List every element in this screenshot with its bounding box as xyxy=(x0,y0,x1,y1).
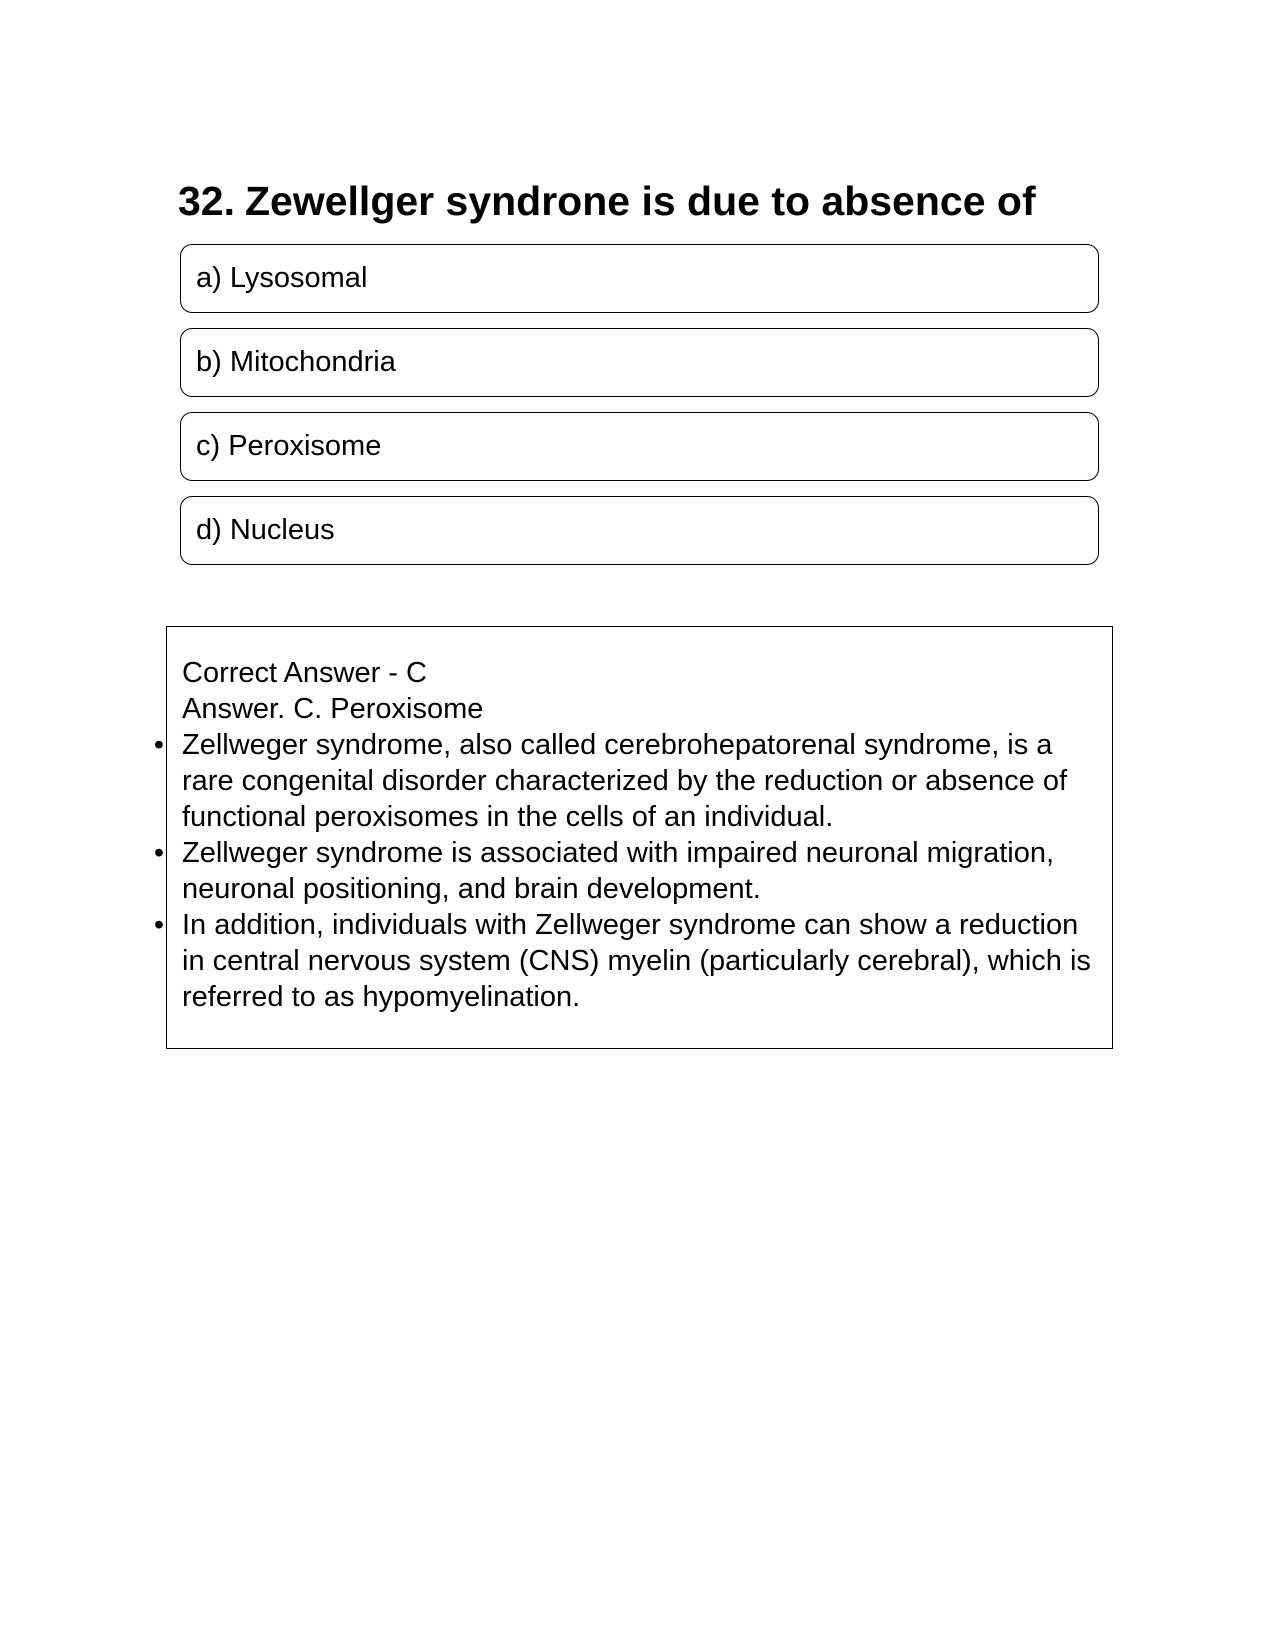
option-a[interactable] xyxy=(180,244,1099,313)
bullet-icon: • xyxy=(153,729,165,761)
list-item xyxy=(153,907,1098,1015)
option-label: c) Peroxisome xyxy=(196,430,382,462)
question-text: Zewellger syndrone is due to absence of xyxy=(245,178,1036,224)
explanation-list xyxy=(153,727,1098,1015)
option-label: d) Nucleus xyxy=(196,514,335,546)
correct-answer: Correct Answer - C xyxy=(182,657,427,689)
question-title xyxy=(178,176,1036,226)
list-item-text: Zellweger syndrome is associated with impaired neuronal migration, neuronal positioning, and brain development. xyxy=(182,837,1055,905)
answer-detail: Answer. C. Peroxisome xyxy=(182,693,484,725)
list-item xyxy=(153,835,1098,907)
option-c[interactable] xyxy=(180,412,1099,481)
option-label: b) Mitochondria xyxy=(196,346,396,378)
option-b[interactable] xyxy=(180,328,1099,397)
bullet-icon: • xyxy=(153,837,165,869)
question-number: 32. xyxy=(178,178,235,224)
list-item xyxy=(153,727,1098,835)
option-d[interactable] xyxy=(180,496,1099,565)
list-item-text: In addition, individuals with Zellweger syndrome can show a reduction in central nervous system (CNS) myelin (particularly cerebral), which is referred to as hypomyelination. xyxy=(182,909,1091,1013)
answer-explanation-box xyxy=(153,626,1113,1049)
bullet-icon: • xyxy=(153,909,165,941)
answer-options xyxy=(180,244,1099,580)
option-label: a) Lysosomal xyxy=(196,262,368,294)
list-item-text: Zellweger syndrome, also called cerebrohepatorenal syndrome, is a rare congenital disorder characterized by the reduction or absence of functional peroxisomes in the cells of an individual. xyxy=(182,729,1068,833)
